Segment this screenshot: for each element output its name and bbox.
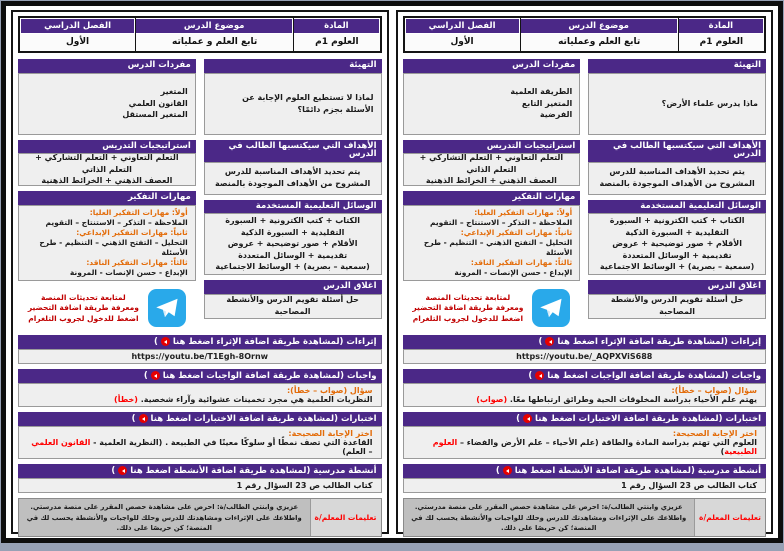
telegram-icon[interactable] [148,289,186,327]
homework-bar-title: واجبات (لمشاهدة طريقة اضافة الواجبات اضغط هنا [162,370,377,381]
exam-question-tail: ) [720,447,725,457]
telegram-caption [28,293,139,325]
enrichment-link[interactable]: https://youtu.be/_AQPXViS688 [516,352,653,362]
section-thinking-header: مهارات التفكير [18,191,196,205]
media-content [588,213,766,275]
tahyia-text: ماذا يدرس علماء الأرض؟ [661,98,758,108]
instructions-label: تعليمات المعلم/ة [694,499,765,536]
topic-value: تابع العلم وعملياته [520,34,678,51]
thinking-content [403,205,581,282]
exam-answer: العلوم الطبيعية [432,438,757,457]
closure-text: حل أسئلة تقويم الدرس والأنشطة المصاحبة [226,295,359,316]
telegram-line: اضغط للدخول لجروب التلغرام [28,313,139,323]
tahyia-content [588,73,766,135]
thinking-heading: ثانياً: مهارات التفكير الإبداعي: [460,227,573,237]
objectives-text: يتم تحديد الأهداف المناسبة للدرس المشروح من الأهداف الموجودة بالمنصة [214,167,371,188]
exam-question-label: اختر الإجابة الصحيحة: [288,429,373,439]
subject-value: العلوم 1م [678,34,764,51]
enrichment-bar-title: إثراءات (لمشاهدة طريقة اضافة الإثراء اضغط هنا [172,336,377,347]
section-tahyia-header: التهيئة [588,59,766,73]
homework-question-label: سؤال (صواب – خطأ): [671,386,757,396]
telegram-caption [412,293,523,325]
instructions-label: تعليمات المعلم/ة [310,499,381,536]
closure-text: حل أسئلة تقويم الدرس والأنشطة المصاحبة [610,295,744,316]
media-line: الأقلام + صور توضيحية + عروض تقديمية + الوسائل المتعددة [612,239,742,260]
topic-value: تابع العلم و عملياته [135,34,293,51]
left-column [403,59,581,330]
youtube-play-icon[interactable] [523,414,532,423]
bar-close-paren: ) [495,465,500,476]
homework-question [27,395,373,404]
homework-question-label: سؤال (صواب – خطأ): [286,386,373,396]
exams-bar-title: اختبارات (لمشاهدة طريقة اضافة الاختبارات اضغط هنا [535,413,761,424]
exams-bar[interactable] [18,412,382,426]
section-closure-header: اغلاق الدرس [204,280,382,294]
homework-question-text: يهتم علم الأحياء بدراسة المخلوقات الحية وطرائق ارتباطها معًا. [507,395,757,405]
header-table [403,16,767,53]
right-column [588,59,766,330]
media-line: الكتاب + كتب الكترونية + السبورة التقليدية + السبورة الذكية [609,216,745,237]
section-objectives-header: الأهداف التي سيكتسبها الطالب في الدرس [204,140,382,162]
vocab-item: الطريقة العلمية [510,87,573,97]
youtube-play-icon[interactable] [503,466,512,475]
section-vocab-header: مفردات الدرس [18,59,196,73]
activities-text: كتاب الطالب ص 23 السؤال رقم 1 [621,481,757,491]
thinking-heading: أولاً: مهارات التفكير العليا: [89,207,188,217]
subject-label: المادة [678,18,764,34]
strategies-content [18,153,196,186]
telegram-group-link[interactable] [403,286,581,330]
thinking-heading: ثانياً: مهارات التفكير الإبداعي: [76,227,188,237]
lesson-plan-page-right [396,10,774,534]
thinking-heading: ثالثاً: مهارات التفكير الناقد: [86,258,188,268]
instructions-line: واطلاعك على الإثراءات ومشاهدتك للدرس وحلك للواجبات والأنشطة يحسب لك في المنصة؛ كن حريصًا على ذلك. [26,513,302,532]
header-table [18,16,382,53]
media-line: الكتاب + كتب الكترونية + السبورة التقليدية + السبورة الذكية [225,216,360,237]
section-closure-header: اغلاق الدرس [588,280,766,294]
exam-question-tail: – العلم) [342,447,373,457]
homework-bar[interactable] [18,369,382,383]
vocab-item: المتغير [160,87,188,97]
activities-content [403,478,767,493]
telegram-line: اضغط للدخول لجروب التلغرام [412,313,524,323]
strategies-line: العصف الذهني + الخرائط الذهنية [425,176,557,186]
thinking-line: الملاحظة – التذكر – الاستنتاج – التقويم [429,217,573,227]
homework-content [18,383,382,407]
exams-bar-title: اختبارات (لمشاهدة طريقة اضافة الاختبارات اضغط هنا [150,413,377,424]
youtube-play-icon[interactable] [139,414,148,423]
closure-content [588,294,766,319]
youtube-play-icon[interactable] [118,466,127,475]
activities-bar[interactable] [18,464,382,478]
telegram-icon[interactable] [532,289,570,327]
exams-bar[interactable] [403,412,767,426]
enrichment-link[interactable]: https://youtu.be/T1Egh-8Ornw [131,352,269,362]
instructions-text [19,499,310,536]
thinking-line: الإبداع - حسن الإنصات - المرونة [454,268,573,278]
exam-answer: القانون العلمي [31,438,91,448]
section-strategies-header: استراتيجيات التدريس [403,140,581,154]
youtube-play-icon[interactable] [151,371,160,380]
activities-text: كتاب الطالب ص 23 السؤال رقم 1 [236,481,373,491]
teacher-instructions [403,498,767,537]
exam-question [412,438,758,456]
subject-label: المادة [293,18,379,34]
thinking-heading: ثالثاً: مهارات التفكير الناقد: [470,258,573,268]
vocab-item: الفرضية [539,110,573,120]
section-tahyia-header: التهيئة [204,59,382,73]
youtube-play-icon[interactable] [545,337,554,346]
topic-label: موضوع الدرس [520,18,678,34]
semester-label: الفصل الدراسي [20,18,135,34]
left-column [18,59,196,330]
thinking-line: التحليل – التفتح الذهني – التنظيم - طرح الأسئلة [39,237,188,257]
thinking-content [18,205,196,282]
section-vocab-header: مفردات الدرس [403,59,581,73]
section-thinking-header: مهارات التفكير [403,191,581,205]
tahyia-text: لماذا لا تستطيع العلوم الإجابة عن الأسئلة بجزم دائمًا؟ [242,92,374,114]
semester-value: الأول [20,34,135,51]
youtube-play-icon[interactable] [535,371,544,380]
vocab-content [403,73,581,135]
enrichment-content [403,349,767,364]
strategies-line: التعلم التعاوني + التعلم التشاركي + التعلم الذاتي [35,153,179,174]
closure-content [204,294,382,319]
objectives-text: يتم تحديد الأهداف المناسبة للدرس المشروح من الأهداف الموجودة بالمنصة [599,167,755,188]
vocab-item: القانون العلمي [128,98,188,108]
section-strategies-header: استراتيجيات التدريس [18,140,196,154]
thinking-line: الملاحظة – التذكر – الاستنتاج – التقويم [45,217,188,227]
enrichment-bar[interactable] [403,335,767,349]
activities-bar[interactable] [403,464,767,478]
enrichment-bar[interactable] [18,335,382,349]
enrichment-content [18,349,382,364]
thinking-line: الإبداع - حسن الإنصات - المرونة [69,268,188,278]
homework-question-text: النظريات العلمية هي مجرد تخمينات عشوائية وآراء شخصية. [137,395,373,405]
strategies-line: العصف الذهني + الخرائط الذهنية [41,176,173,186]
right-column [204,59,382,330]
strategies-content [403,153,581,186]
instructions-line: واطلاعك على الإثراءات ومشاهدتك للدرس وحلك للواجبات والأنشطة يحسب لك في المنصة؛ كن حريصًا على ذلك. [411,513,687,532]
telegram-group-link[interactable] [18,286,196,330]
exams-content [18,426,382,459]
objectives-content [588,162,766,195]
thinking-line: التحليل – التفتح الذهني – التنظيم - طرح الأسئلة [423,237,573,257]
homework-bar[interactable] [403,369,767,383]
instructions-line: عزيزي وابنتي الطالب/ة: احرص على مشاهدة حصص المقرر على منصة مدرستي. [30,503,299,512]
telegram-line: لمتابعة تحديثات المنصة [41,292,126,302]
section-objectives-header: الأهداف التي سيكتسبها الطالب في الدرس [588,140,766,162]
homework-answer: (صواب) [476,395,508,405]
enrichment-bar-title: إثراءات (لمشاهدة طريقة اضافة الإثراء اضغط هنا [557,336,761,347]
subject-value: العلوم 1م [293,34,379,51]
homework-answer: (خطأ) [114,395,138,405]
telegram-line: ومعرفة طريقة اضافة التحضير [412,303,524,313]
activities-bar-title: أنشطة مدرسية (لمشاهدة طريقة اضافة الأنشطة اضغط هنا [130,465,377,476]
exam-question [27,438,373,456]
homework-bar-title: واجبات (لمشاهدة طريقة اضافة الواجبات اضغط هنا [547,370,761,381]
media-line: الأقلام + صور توضيحية + عروض تقديمية + الوسائل المتعددة [227,239,358,260]
youtube-play-icon[interactable] [161,337,170,346]
telegram-line: ومعرفة طريقة اضافة التحضير [27,303,139,313]
semester-label: الفصل الدراسي [405,18,520,34]
exams-content [403,426,767,459]
strategies-line: التعلم التعاوني + التعلم التشاركي + التعلم الذاتي [419,153,564,174]
teacher-instructions [18,498,382,537]
homework-question [412,395,758,404]
exam-question-label: اختر الإجابة الصحيحة: [672,429,757,439]
lesson-plan-page-left [11,10,389,534]
vocab-item: المتغير التابع [521,98,573,108]
homework-content [403,383,767,407]
activities-content [18,478,382,493]
bar-close-paren: ) [516,413,521,424]
media-line: (سمعية – بصرية) + الوسائط الاجتماعية [215,262,370,272]
section-media-header: الوسائل التعليمية المستخدمة [204,200,382,214]
section-media-header: الوسائل التعليمية المستخدمة [588,200,766,214]
instructions-text [404,499,695,536]
instructions-line: عزيزي وابنتي الطالب/ة: احرص على مشاهدة حصص المقرر على منصة مدرستي. [414,503,683,512]
bar-close-paren: ) [153,336,158,347]
exam-question-text: القاعدة التي تصف نمطًا أو سلوكًا معينًا في الطبيعة . (النظرية العلمية - [90,438,373,448]
document-frame [1,1,783,543]
objectives-content [204,162,382,195]
vocab-content [18,73,196,135]
topic-label: موضوع الدرس [135,18,293,34]
thinking-heading: أولاً: مهارات التفكير العليا: [474,207,573,217]
activities-bar-title: أنشطة مدرسية (لمشاهدة طريقة اضافة الأنشطة اضغط هنا [514,465,761,476]
vocab-item: المتغير المستقل [122,110,188,120]
semester-value: الأول [405,34,520,51]
media-line: (سمعية – بصرية) + الوسائط الاجتماعية [599,262,755,272]
media-content [204,213,382,275]
telegram-line: لمتابعة تحديثات المنصة [425,292,511,302]
exam-question-text: العلوم التي تهتم بدراسة المادة والطاقة (علم الأحياء – علم الأرض والفضاء – [457,438,757,448]
bar-close-paren: ) [538,336,543,347]
bar-close-paren: ) [111,465,116,476]
bar-close-paren: ) [143,370,148,381]
bar-close-paren: ) [131,413,136,424]
bar-close-paren: ) [528,370,533,381]
tahyia-content [204,73,382,135]
